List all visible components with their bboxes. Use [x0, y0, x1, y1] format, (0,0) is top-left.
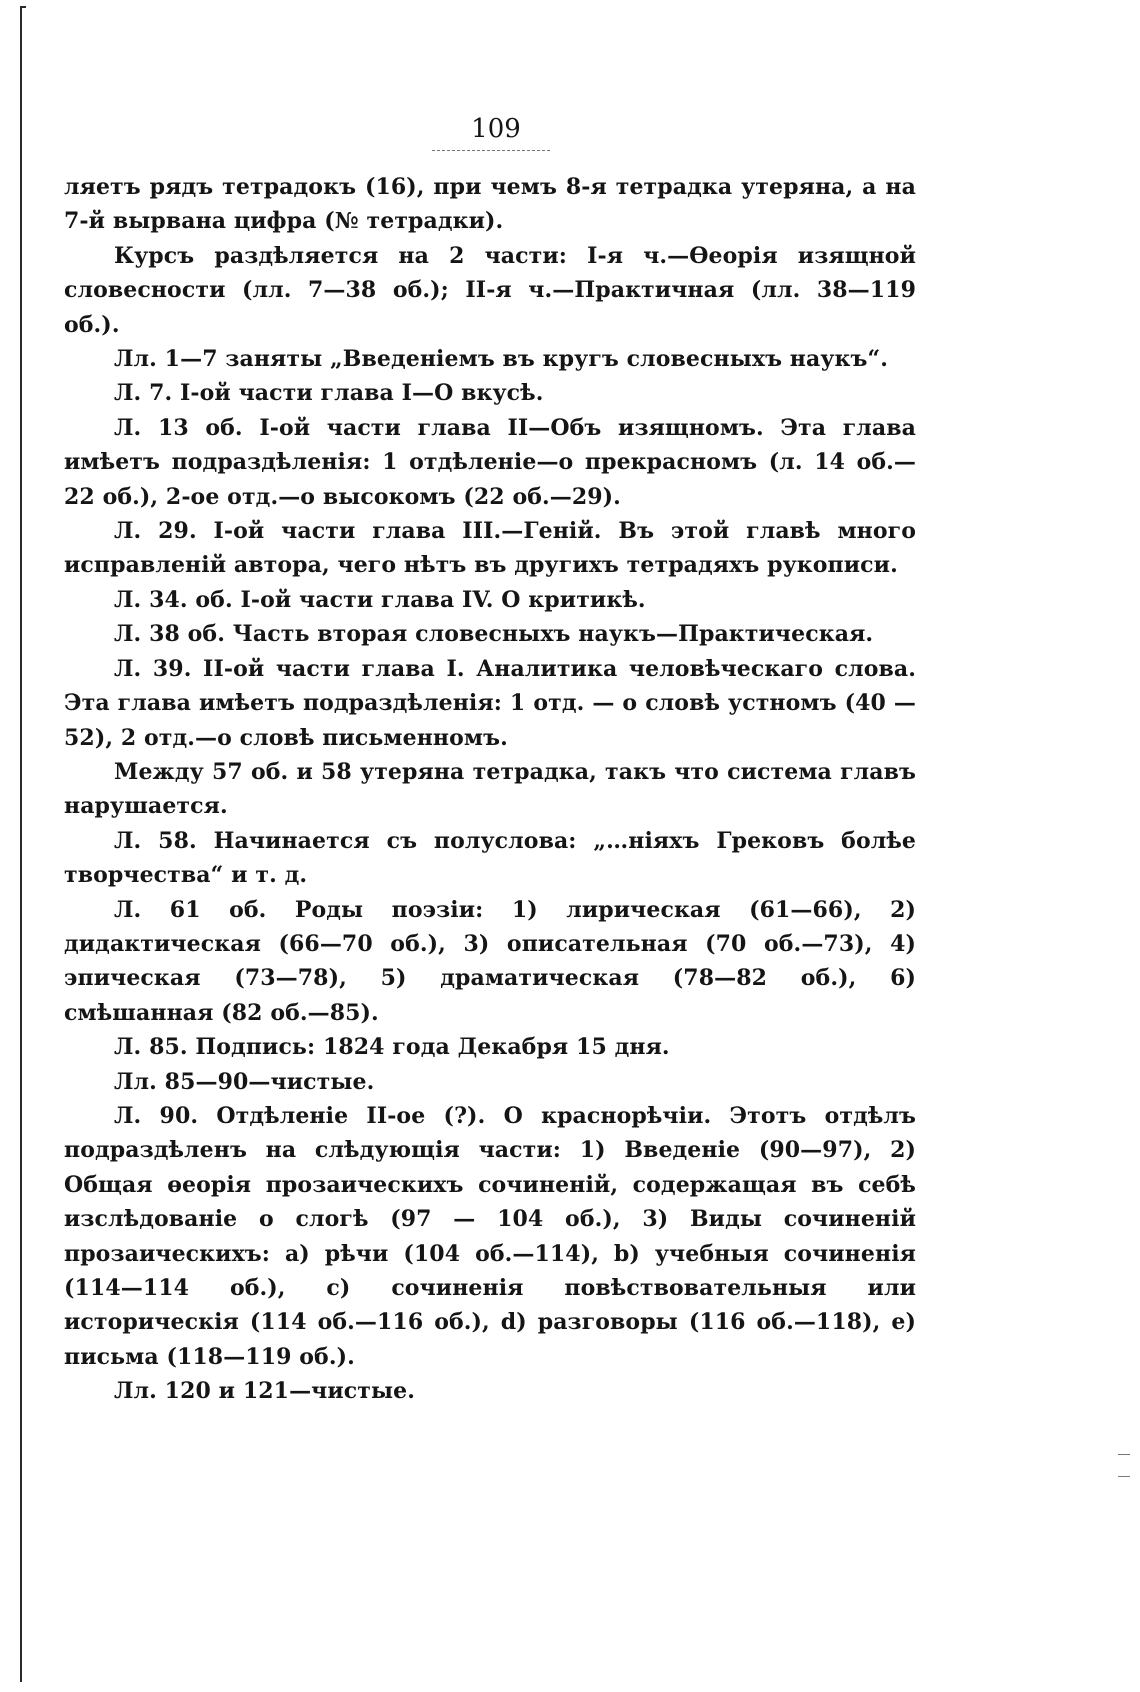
paragraph-analytics: Л. 39. II-ой части глава I. Аналитика человѣческаго слова. Эта глава имѣетъ подраздѣленія: 1 отд. — о словѣ устномъ (40 — 52), 2 отд.—о словѣ письменномъ.	[64, 655, 916, 751]
page-number: 109	[471, 114, 521, 144]
paragraph-signature: Л. 85. Подпись: 1824 года Декабря 15 дня.	[114, 1034, 670, 1061]
paragraph-chapter-genius: Л. 29. I-ой части глава III.—Геній. Въ этой главѣ много исправленій автора, чего нѣтъ въ другихъ тетрадяхъ рукописи.	[64, 518, 916, 579]
paragraph-lost-notebook: Между 57 об. и 58 утеряна тетрадка, такъ что система главъ нарушается.	[64, 758, 916, 820]
margin-mark	[1118, 1476, 1130, 1477]
body-text	[64, 170, 916, 1409]
margin-mark	[1118, 1454, 1130, 1455]
paragraph-blank-85-90: Лл. 85—90—чистые.	[114, 1068, 375, 1095]
paragraph-eloquence: Л. 90. Отдѣленіе II-ое (?). О краснорѣчіи. Этотъ отдѣлъ подраздѣленъ на слѣдующія части: 1) Введеніе (90—97), 2) Общая өеорія прозаическихъ сочиненій, содержащая въ себѣ изслѣдованіе о слогѣ (97 — 104 об.), 3) Виды сочиненій прозаическихъ: a) рѣчи (104 об.—114), b) учебныя сочиненія (114—114 об.), c) сочиненія повѣствовательныя или историческія (114 об.—116 об.), d) разговоры (116 об.—118), e) письма (118—119 об.).	[64, 1102, 916, 1370]
paragraph-poetry-kinds: Л. 61 об. Роды поэзіи: 1) лирическая (61—66), 2) дидактическая (66—70 об.), 3) описательная (70 об.—73), 4) эпическая (73—78), 5) драматическая (78—82 об.), 6) смѣшанная (82 об.—85).	[64, 896, 916, 1026]
page-edge-rule	[20, 6, 22, 1682]
paragraph-course-division: Курсъ раздѣляется на 2 части: I-я ч.—Өеорія изящной словесности (лл. 7—38 об.); II-я ч.—Практичная (лл. 38—119 об.).	[64, 242, 916, 338]
paragraph-leaf-58: Л. 58. Начинается съ полуслова: „…ніяхъ Грековъ болѣе творчества“ и т. д.	[64, 827, 916, 889]
paragraph-chapter-beauty: Л. 13 об. I-ой части глава II—Объ изящномъ. Эта глава имѣетъ подраздѣленія: 1 отдѣленіе—о прекрасномъ (л. 14 об.—22 об.), 2-ое отд.—о высокомъ (22 об.—29).	[64, 414, 916, 510]
paragraph-chapter-criticism: Л. 34. об. I-ой части глава IV. О критикѣ.	[114, 586, 646, 613]
paragraph-introduction: Лл. 1—7 заняты „Введеніемъ въ кругъ словесныхъ наукъ“.	[114, 346, 889, 373]
paragraph-blank-120-121: Лл. 120 и 121—чистые.	[114, 1378, 416, 1405]
paragraph-practical-part: Л. 38 об. Часть вторая словесныхъ наукъ—Практическая.	[114, 621, 874, 648]
page-number-underline	[432, 150, 550, 151]
page-edge-tick	[20, 6, 26, 8]
paragraph-continuation: ляетъ рядъ тетрадокъ (16), при чемъ 8-я тетрадка утеряна, а на 7-й вырвана цифра (№ тетрадки).	[64, 174, 916, 235]
paragraph-chapter-taste: Л. 7. I-ой части глава I—О вкусѣ.	[114, 380, 544, 407]
